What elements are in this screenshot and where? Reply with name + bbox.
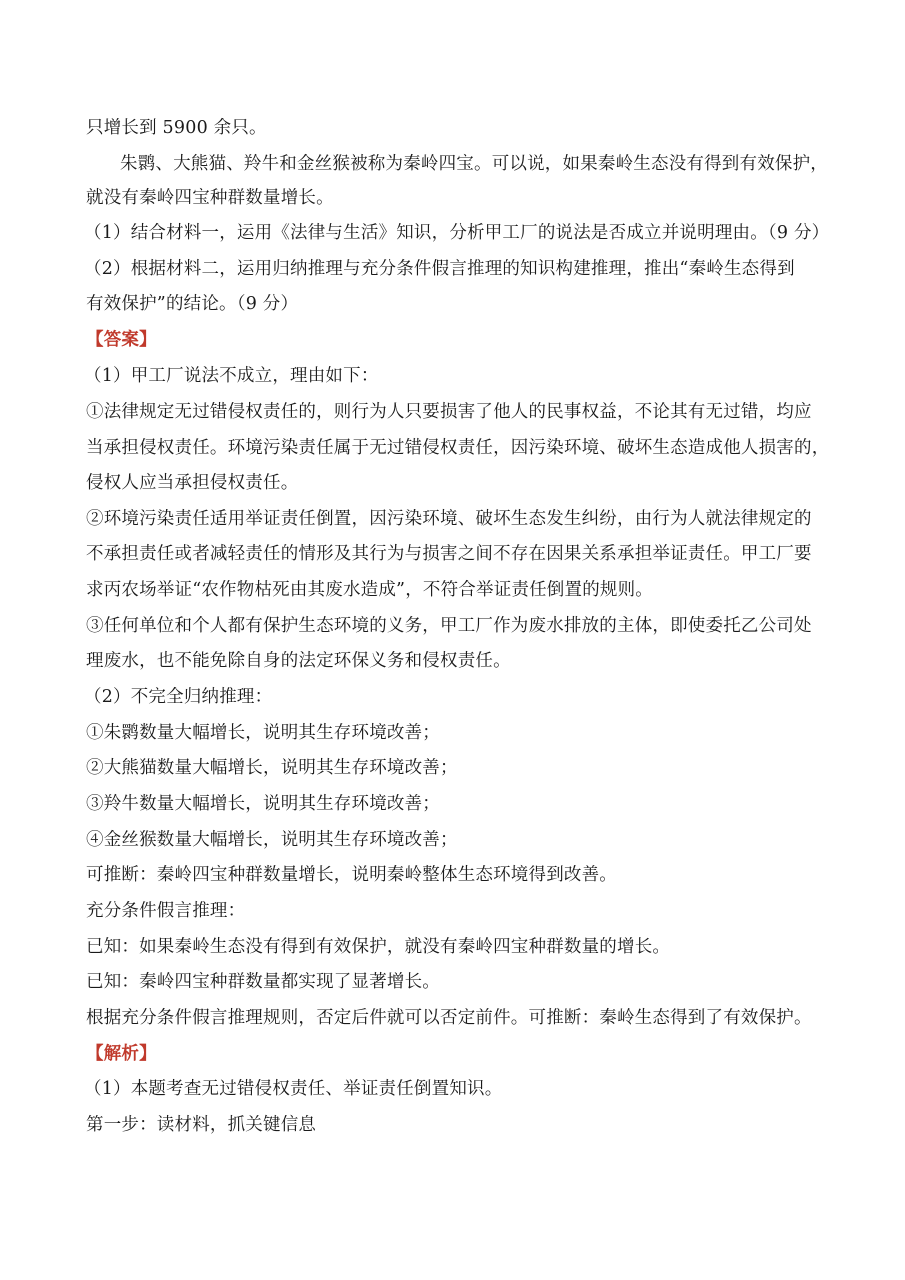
text-line: 理废水，也不能免除自身的法定环保义务和侵权责任。 (86, 651, 511, 671)
text-line: 有效保护”的结论。（9 分） (86, 294, 299, 314)
text-line: ③任何单位和个人都有保护生态环境的义务，甲工厂作为废水排放的主体，即使委托乙公司处 (86, 616, 812, 636)
text-line: 朱鹮、大熊猫、羚牛和金丝猴被称为秦岭四宝。可以说，如果秦岭生态没有得到有效保护， (120, 154, 828, 174)
text-line: 第一步：读材料，抓关键信息 (86, 1115, 317, 1135)
text-line: 已知：如果秦岭生态没有得到有效保护，就没有秦岭四宝种群数量的增长。 (86, 937, 671, 957)
text-line: 已知：秦岭四宝种群数量都实现了显著增长。 (86, 972, 440, 992)
text-line: 不承担责任或者减轻责任的情形及其行为与损害之间不存在因果关系承担举证责任。甲工厂要 (86, 544, 812, 564)
text-line: 根据充分条件假言推理规则，否定后件就可以否定前件。可推断：秦岭生态得到了有效保护。 (86, 1008, 812, 1028)
text-line: 充分条件假言推理： (86, 901, 246, 921)
text-line: ①法律规定无过错侵权责任的，则行为人只要损害了他人的民事权益，不论其有无过错，均应 (86, 402, 812, 422)
text-line: 就没有秦岭四宝种群数量增长。 (86, 188, 334, 208)
text-line: ①朱鹮数量大幅增长，说明其生存环境改善； (86, 723, 440, 743)
text-line: 当承担侵权责任。环境污染责任属于无过错侵权责任，因污染环境、破坏生态造成他人损害的， (86, 438, 830, 458)
text-line: （1）甲工厂说法不成立，理由如下： (84, 366, 379, 386)
text-line: （1）本题考查无过错侵权责任、举证责任倒置知识。 (84, 1079, 503, 1099)
text-line: （2）不完全归纳推理： (84, 687, 273, 707)
question-2: （2）根据材料二，运用归纳推理与充分条件假言推理的知识构建推理，推出“秦岭生态得到 (84, 259, 795, 279)
text-line: ④金丝猴数量大幅增长，说明其生存环境改善； (86, 830, 458, 850)
text-line: 可推断：秦岭四宝种群数量增长，说明秦岭整体生态环境得到改善。 (86, 865, 617, 885)
text-line: ②环境污染责任适用举证责任倒置，因污染环境、破坏生态发生纠纷，由行为人就法律规定的 (86, 509, 812, 529)
text-line: ③羚牛数量大幅增长，说明其生存环境改善； (86, 794, 440, 814)
analysis-heading: 【解析】 (86, 1044, 157, 1064)
text-line: 求丙农场举证“农作物枯死由其废水造成”，不符合举证责任倒置的规则。 (86, 580, 653, 600)
answer-heading: 【答案】 (86, 330, 157, 350)
text-line: 只增长到 5900 余只。 (86, 118, 267, 138)
text-line: ②大熊猫数量大幅增长，说明其生存环境改善； (86, 758, 458, 778)
text-line: 侵权人应当承担侵权责任。 (86, 473, 299, 493)
question-1: （1）结合材料一，运用《法律与生活》知识，分析甲工厂的说法是否成立并说明理由。（9 分） (84, 223, 830, 243)
